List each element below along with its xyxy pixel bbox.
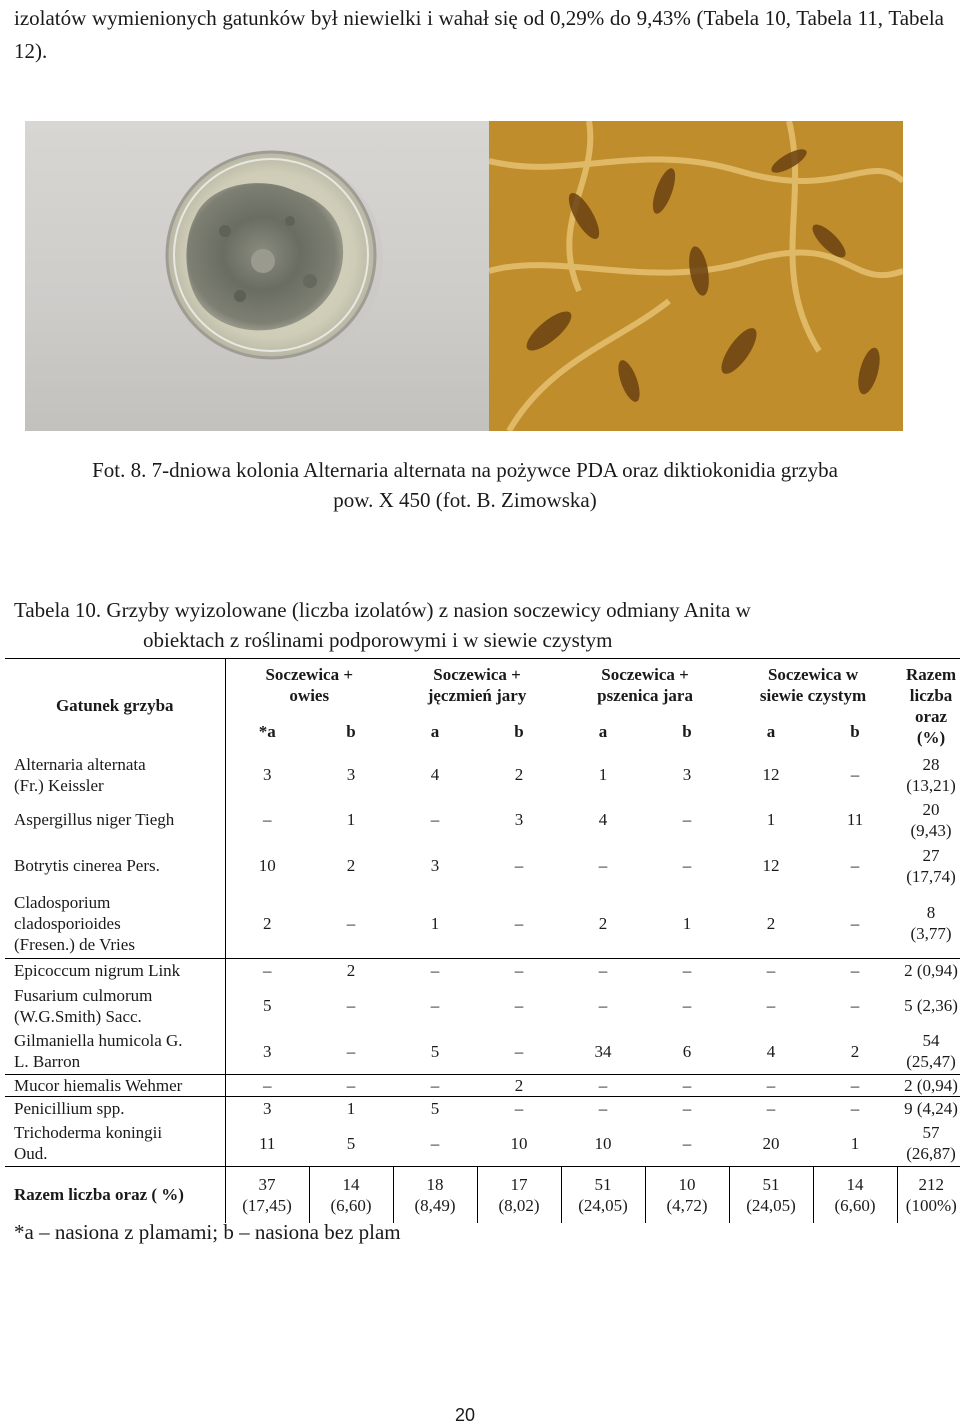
table-row — [5, 1097, 960, 1121]
count-cell: – — [682, 996, 692, 1015]
count-cell: – — [514, 1041, 524, 1061]
subheader-cell: b — [514, 722, 524, 741]
count-cell: 3 — [225, 1097, 309, 1121]
count-cell: 5 — [346, 1133, 356, 1153]
group-header: Soczewica w siewie czystym — [729, 659, 897, 711]
count-cell: – — [766, 996, 776, 1015]
total-cell: 17 (8,02) — [477, 1167, 561, 1223]
count-cell: – — [346, 1041, 356, 1061]
count-cell: – — [477, 959, 561, 983]
count-cell: – — [598, 856, 608, 875]
count-cell: 2 — [514, 765, 524, 784]
count-cell: 3 — [225, 753, 309, 797]
count-cell: – — [225, 1075, 309, 1097]
count-cell: – — [813, 1075, 897, 1097]
species-name: Aspergillus niger Tiegh — [14, 810, 175, 829]
count-cell: – — [430, 1133, 440, 1153]
species-name: Trichoderma koningii Oud. — [14, 1123, 163, 1164]
count-cell: – — [598, 996, 608, 1015]
count-cell: 2 — [309, 959, 393, 983]
table-title-line-1: Tabela 10. Grzyby wyizolowane (liczba izolatów) z nasion soczewicy odmiany Anita w — [14, 598, 751, 622]
table-row — [5, 843, 960, 889]
total-cell: 18 (8,49) — [393, 1167, 477, 1223]
count-cell: – — [430, 996, 440, 1015]
table-title-line-2: obiektach z roślinami podporowymi i w siewie czystym — [143, 628, 613, 652]
count-cell: – — [561, 959, 645, 983]
count-cell: – — [645, 1075, 729, 1097]
row-total-cell: 27 (17,74) — [906, 845, 956, 886]
count-cell: 6 — [682, 1041, 692, 1061]
figure-caption-line-1: Fot. 8. 7-dniowa kolonia Alternaria alternata na pożywce PDA oraz diktiokonidia grzyba — [92, 458, 838, 482]
total-row — [5, 1167, 960, 1223]
species-name: Botrytis cinerea Pers. — [14, 856, 160, 875]
count-cell: – — [346, 996, 356, 1015]
subheader-cell: *a — [225, 711, 309, 753]
species-name: Fusarium culmorum (W.G.Smith) Sacc. — [14, 985, 153, 1026]
count-cell: 5 — [225, 983, 309, 1029]
count-cell: – — [309, 1075, 393, 1097]
species-header: Gatunek grzyba — [5, 659, 225, 753]
row-total-cell: 2 (0,94) — [897, 959, 960, 983]
count-cell: – — [225, 797, 309, 843]
count-cell: – — [729, 1075, 813, 1097]
count-cell: – — [850, 856, 860, 875]
count-cell: – — [393, 959, 477, 983]
count-cell: 1 — [766, 810, 776, 829]
total-cell: 37 (17,45) — [225, 1167, 309, 1223]
count-cell: 3 — [430, 856, 440, 875]
count-cell: 12 — [762, 856, 780, 875]
count-cell: 4 — [430, 765, 440, 784]
conidia-micrograph — [489, 121, 903, 431]
count-cell: – — [729, 1097, 813, 1121]
row-total-cell: 20 (9,43) — [910, 799, 952, 840]
species-name: Epicoccum nigrum Link — [5, 959, 225, 983]
count-cell: – — [682, 1133, 692, 1153]
total-cell: 14 (6,60) — [813, 1167, 897, 1223]
count-cell: – — [514, 996, 524, 1015]
total-header: Razem liczba oraz (%) — [897, 659, 960, 753]
count-cell: 1 — [346, 810, 356, 829]
subheader-cell: b — [682, 722, 692, 741]
table-row — [5, 1121, 960, 1167]
count-cell: 2 — [598, 913, 608, 933]
count-cell: 3 — [682, 765, 692, 784]
count-cell: 2 — [346, 856, 356, 875]
count-cell: 1 — [682, 913, 692, 933]
total-cell: 51 (24,05) — [729, 1167, 813, 1223]
count-cell: 4 — [766, 1041, 776, 1061]
subheader-cell: a — [430, 722, 440, 741]
group-header: Soczewica + jęczmień jary — [393, 659, 561, 711]
row-total-cell: 2 (0,94) — [897, 1075, 960, 1097]
count-cell: – — [393, 1075, 477, 1097]
count-cell: – — [729, 959, 813, 983]
count-cell: 2 — [850, 1041, 860, 1061]
count-cell: – — [561, 1097, 645, 1121]
petri-dish-illustration — [25, 121, 489, 431]
total-cell: 14 (6,60) — [309, 1167, 393, 1223]
row-total-cell: 8 (3,77) — [910, 903, 952, 944]
count-cell: 11 — [225, 1121, 309, 1167]
count-cell: – — [430, 810, 440, 829]
count-cell: – — [477, 1097, 561, 1121]
count-cell: – — [682, 856, 692, 875]
count-cell: – — [850, 765, 860, 784]
count-cell: 2 — [225, 889, 309, 959]
count-cell: 5 — [393, 1097, 477, 1121]
subheader-cell: a — [766, 722, 776, 741]
count-cell: – — [561, 1075, 645, 1097]
subheader-cell: b — [850, 722, 860, 741]
micrograph-illustration — [489, 121, 903, 431]
table-row — [5, 1029, 960, 1075]
count-cell: – — [682, 810, 692, 829]
count-cell: 2 — [766, 913, 776, 933]
table-row — [5, 1075, 960, 1097]
group-header: Soczewica + pszenica jara — [561, 659, 729, 711]
count-cell: 34 — [594, 1041, 612, 1061]
total-cell: 10 (4,72) — [645, 1167, 729, 1223]
count-cell: 3 — [346, 765, 356, 784]
count-cell: 3 — [514, 810, 524, 829]
table-row — [5, 753, 960, 797]
subheader-cell: b — [346, 722, 356, 741]
count-cell: 1 — [598, 765, 608, 784]
count-cell: 10 — [594, 1133, 612, 1153]
table-row — [5, 797, 960, 843]
count-cell: – — [850, 996, 860, 1015]
count-cell: – — [813, 959, 897, 983]
count-cell: – — [514, 913, 524, 933]
fungi-table — [5, 658, 960, 1223]
species-name: Alternaria alternata (Fr.) Keissler — [14, 754, 146, 795]
count-cell: 11 — [846, 810, 864, 829]
total-cell: 51 (24,05) — [561, 1167, 645, 1223]
count-cell: – — [225, 959, 309, 983]
table-row — [5, 983, 960, 1029]
species-name: Gilmaniella humicola G. L. Barron — [14, 1031, 183, 1072]
count-cell: 5 — [430, 1041, 440, 1061]
count-cell: – — [850, 913, 860, 933]
count-cell: 1 — [430, 913, 440, 933]
grand-total-cell: 212 (100%) — [897, 1167, 960, 1223]
table-row — [5, 889, 960, 959]
row-total-cell: 54 (25,47) — [906, 1031, 956, 1072]
species-name: Mucor hiemalis Wehmer — [5, 1075, 225, 1097]
petri-dish-photo — [25, 121, 489, 431]
group-header: Soczewica + owies — [225, 659, 393, 711]
species-name: Cladosporium cladosporioides (Fresen.) de Vries — [14, 892, 135, 954]
count-cell: 10 — [225, 843, 309, 889]
row-total-cell: 9 (4,24) — [897, 1097, 960, 1121]
count-cell: – — [645, 1097, 729, 1121]
row-total-cell: 28 (13,21) — [906, 754, 956, 795]
intro-paragraph: izolatów wymienionych gatunków był niewielki i wahał się od 0,29% do 9,43% (Tabela 10, Tabela 11, Tabela 12). — [14, 6, 944, 63]
count-cell: 20 — [762, 1133, 780, 1153]
count-cell: 3 — [225, 1029, 309, 1075]
count-cell: – — [645, 959, 729, 983]
count-cell: – — [813, 1097, 897, 1121]
count-cell: 2 — [477, 1075, 561, 1097]
count-cell: 1 — [309, 1097, 393, 1121]
row-total-cell: 5 (2,36) — [904, 996, 958, 1015]
figure-caption-line-2: pow. X 450 (fot. B. Zimowska) — [333, 488, 597, 512]
count-cell: – — [514, 856, 524, 875]
count-cell: 12 — [762, 765, 780, 784]
row-total-cell: 57 (26,87) — [906, 1123, 956, 1164]
page-number: 20 — [454, 1405, 476, 1425]
count-cell: 4 — [598, 810, 608, 829]
subheader-cell: a — [598, 722, 608, 741]
count-cell: – — [346, 913, 356, 933]
species-name: Penicillium spp. — [5, 1097, 225, 1121]
table-row — [5, 959, 960, 983]
count-cell: 10 — [510, 1133, 528, 1153]
count-cell: 1 — [850, 1133, 860, 1153]
table-footnote: *a – nasiona z plamami; b – nasiona bez plam — [14, 1220, 401, 1244]
total-row-label: Razem liczba oraz ( %) — [5, 1167, 225, 1223]
